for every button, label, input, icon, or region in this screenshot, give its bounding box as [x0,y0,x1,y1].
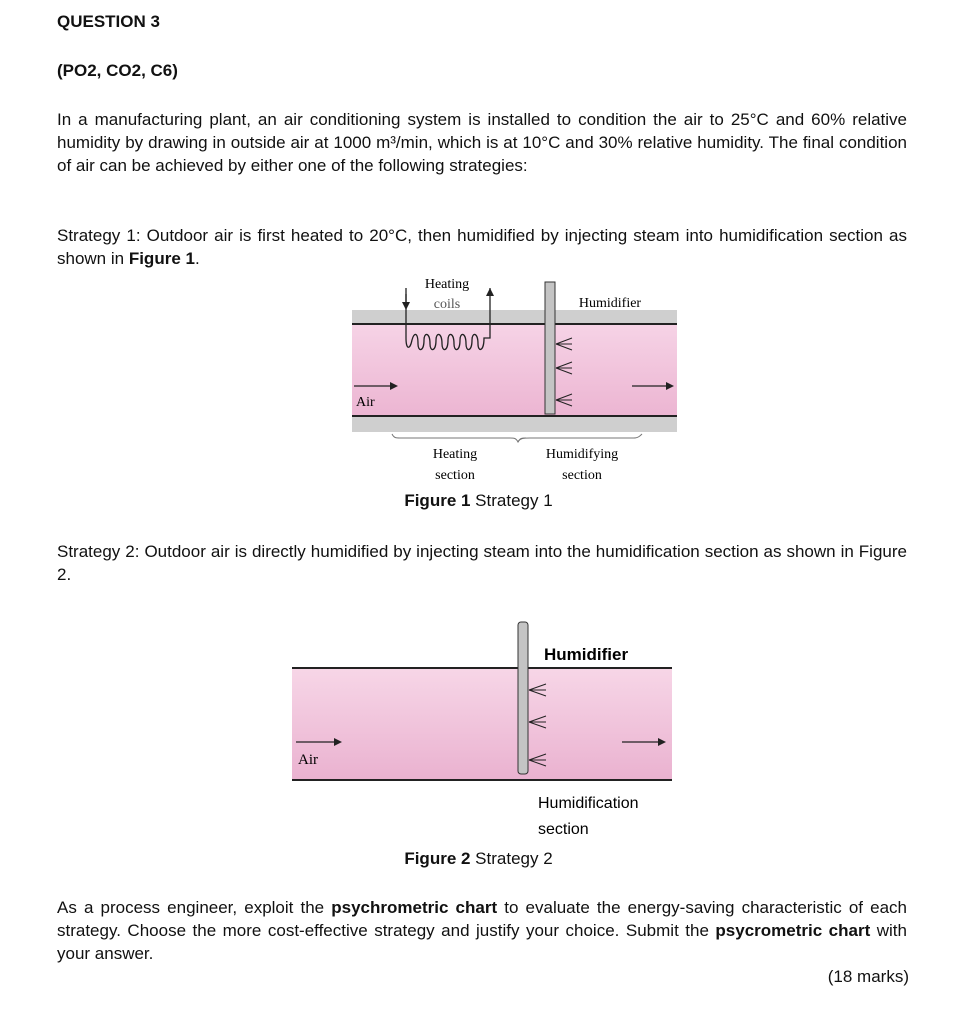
strategy1-text: Strategy 1: Outdoor air is first heated to 20°C, then humidified by injecting steam into humidification section as shown in [57,226,907,268]
fig2-label-air: Air [298,752,318,768]
fig2-label-section-1: Humidification [538,795,639,812]
strategy1-text-end: . [194,249,200,268]
fig1-label-humidifying-section-1: Humidifying [545,447,619,462]
figure1-caption-text: Strategy 1 [470,491,553,510]
fig1-bottom-wall [352,416,677,432]
question-title: QUESTION 3 [57,12,160,31]
fig2-label-section-2: section [538,821,589,838]
task-bold-2: psycrometric chart [715,921,871,940]
fig1-label-heating-section-1: Heating [432,447,478,462]
figure1-caption [0,491,957,511]
task-bold-1: psychrometric chart [331,898,498,917]
fig1-label-humidifier: Humidifier [578,296,642,311]
fig1-humidifier-pipe [545,282,555,414]
figure1-caption-label: Figure 1 [404,491,471,510]
fig1-label-air: Air [356,395,375,410]
figure2-caption-text: Strategy 2 [470,849,553,868]
strategy1-figure-ref: Figure 1 [128,249,195,268]
fig1-duct-interior [352,324,677,416]
fig1-label-heating-coils-1: Heating [424,277,470,292]
fig2-label-humidifier: Humidifier [544,645,629,664]
task-paragraph [57,896,907,965]
fig2-duct-interior [292,668,672,780]
strategy1-paragraph [57,224,907,270]
fig1-label-humidifying-section-2: section [562,468,602,483]
figure1-diagram [340,268,690,488]
intro-paragraph: In a manufacturing plant, an air conditioning system is installed to condition the air to 25°C and 60% relative humidity by drawing in outside air at 1000 m³/min, which is at 10°C and 30% relative humidity. The final condition of air can be achieved by either one of the following strategies: [57,110,907,175]
fig1-top-wall [352,310,677,324]
marks-label: (18 marks) [827,967,909,986]
fig1-label-heating-section-2: section [435,468,475,483]
strategy2-paragraph: Strategy 2: Outdoor air is directly humidified by injecting steam into the humidification section as shown in Figure 2. [57,542,907,584]
figure2-caption [0,849,957,869]
fig2-humidifier-pipe [518,622,528,774]
fig1-label-heating-coils-2: coils [433,297,461,312]
task-text-3: with your answer. [57,921,907,963]
task-text-1: As a process engineer, exploit the [57,898,332,917]
figure2-caption-label: Figure 2 [404,849,471,868]
figure2-diagram [288,618,678,844]
course-outcomes: (PO2, CO2, C6) [57,61,178,80]
task-text-2: to evaluate the energy-saving characteristic of each strategy. Choose the more cost-effective strategy and justify your choice. Submit the [57,898,908,940]
